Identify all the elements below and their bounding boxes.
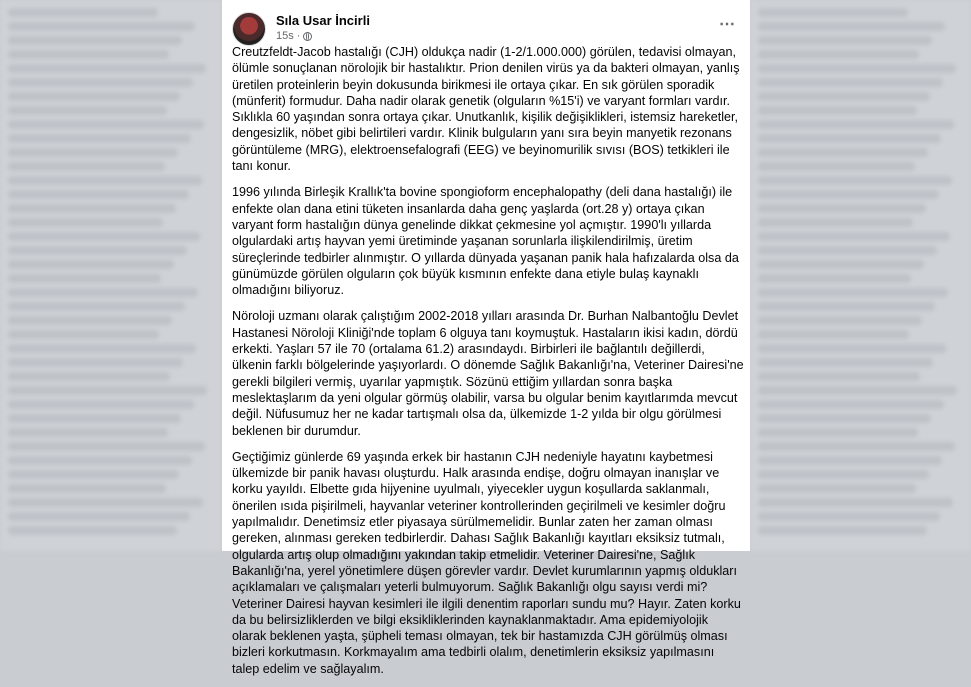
blurred-text-line xyxy=(758,344,946,353)
blurred-text-line xyxy=(8,8,158,17)
blurred-text-line xyxy=(8,246,187,255)
blurred-text-line xyxy=(758,162,915,171)
blurred-text-line xyxy=(758,134,941,143)
blurred-text-line xyxy=(8,414,181,423)
avatar[interactable] xyxy=(232,12,266,46)
post-paragraph: Creutzfeldt-Jacob hastalığı (CJH) oldukça nadir (1-2/1.000.000) görülen, tedavisi olmayan, ölümle sonuçlanan nörolojik bir hastalıktır. Prion denilen virüs ya da bakteri olmayan, yanlış üretilen proteinlerin beyin dokusunda birikmesi ile ortaya çıkar. En sık görülen sporadik (münferit) formudur. Daha nadir olarak genetik (olguların %15'i) ve varyant formları vardır. Sıklıkla 60 yaşından sonra ortaya çıkar. Unutkanlık, kişilik değişiklikleri, istemsiz hareketler, dengesizlik, nöbet gibi belirtileri vardır. Klinik bulguların yanı sıra beyin manyetik rezonans görüntüleme (MRG), elektroensefalografi (EEG) ve beyinomurilik sıvısı (BOS) tetkikleri ile tanı konur. xyxy=(232,45,740,174)
facebook-post-card xyxy=(222,0,750,676)
blurred-text-line xyxy=(8,316,172,325)
blurred-text-line xyxy=(8,428,168,437)
blurred-text-line xyxy=(8,134,191,143)
blurred-text-line xyxy=(758,190,939,199)
blurred-text-line xyxy=(758,470,929,479)
blurred-text-line xyxy=(8,162,165,171)
post-time[interactable]: 15s xyxy=(276,30,294,42)
blurred-text-line xyxy=(758,106,917,115)
globe-icon xyxy=(303,32,312,41)
blurred-text-line xyxy=(758,512,940,521)
blurred-text-line xyxy=(8,400,194,409)
blurred-text-line xyxy=(8,22,195,31)
blurred-text-line xyxy=(8,36,182,45)
blurred-text-line xyxy=(8,204,176,213)
blurred-text-line xyxy=(758,78,943,87)
blurred-text-line xyxy=(758,148,928,157)
blurred-text-line xyxy=(758,316,922,325)
blurred-text-line xyxy=(758,358,933,367)
blurred-text-line xyxy=(8,260,174,269)
blurred-text-line xyxy=(8,50,169,59)
blurred-text-line xyxy=(758,120,954,129)
blurred-text-line xyxy=(8,190,189,199)
blurred-text-line xyxy=(8,470,179,479)
blurred-text-line xyxy=(8,526,177,535)
author-name[interactable]: Sıla Usar İncirli xyxy=(276,13,370,28)
blurred-text-line xyxy=(8,232,200,241)
post-paragraph: 1996 yılında Birleşik Krallık'ta bovine spongioform encephalopathy (deli dana hastalığı) ile enfekte olan dana etini tüketen insanlarda daha genç yaşlarda (ort.28 y) ortaya çıkan varyant form hastalığın dünya genelinde dikkat çekmesine yol açmıştır. 1990'lı yıllarda olgulardaki artış hayvan yemi üretiminde yaşanan sorunlarla ilişkilendirilmiş, üretim süreçlerinde tedbirler alınmıştır. O yıllarda dünyada yaşanan panik hala hafızalarda olsa da günümüzde görülen olguların çok büyük kısmının enfekte dana etiyle bulaş kaynaklı olmadığını biliyoruz. xyxy=(232,185,739,298)
blurred-text-line xyxy=(758,302,935,311)
blurred-text-line xyxy=(758,526,927,535)
post-header xyxy=(232,12,740,46)
blurred-text-line xyxy=(758,372,920,381)
blurred-text-line xyxy=(758,400,944,409)
blurred-text-line xyxy=(758,92,930,101)
post-paragraph: Nöroloji uzmanı olarak çalıştığım 2002-2018 yılları arasında Dr. Burhan Nalbantoğlu Devlet Hastanesi Nöroloji Kliniği'nde toplam 6 olguya tanı koymuştuk. Hastaların ikisi kadın, dördü erkekti. Yaşları 57 ile 70 (ortalama 61.2) arasındaydı. Birbirleri ile bağlantılı değillerdi, ülkenin farklı bölgelerinde yaşıyorlardı. O dönemde Sağlık Bakanlığı'na, Veteriner Dairesi'ne gerekli bilgileri vermiş, uyarılar yapmıştık. Sözünü ettiğim yıllardan sonra başka meslektaşlarım da yeni olgular görmüş olabilir, varsa bu olgular benim kayıtlarımda mevcut değil. Nüfusumuz her ne kadar tartışmalı olsa da, ülkemizde 1-2 yılda bir olgu görülmesi beklenen bir durumdur. xyxy=(232,309,744,438)
blurred-text-line xyxy=(8,78,193,87)
blurred-text-line xyxy=(758,498,953,507)
blurred-text-line xyxy=(8,512,190,521)
blurred-text-line xyxy=(758,204,926,213)
blurred-background-left xyxy=(0,0,222,551)
blurred-text-line xyxy=(8,288,198,297)
blurred-text-line xyxy=(8,442,205,451)
blurred-text-line xyxy=(758,484,916,493)
blurred-text-line xyxy=(758,456,942,465)
more-options-icon[interactable]: ⋯ xyxy=(719,16,736,33)
blurred-text-line xyxy=(758,260,924,269)
blurred-text-line xyxy=(8,218,163,227)
blurred-text-line xyxy=(8,372,170,381)
blurred-text-line xyxy=(8,456,192,465)
blurred-text-line xyxy=(758,8,908,17)
blurred-text-line xyxy=(8,274,161,283)
blurred-text-line xyxy=(8,92,180,101)
post-body xyxy=(232,44,744,687)
blurred-text-line xyxy=(758,36,932,45)
blurred-text-line xyxy=(8,358,183,367)
blurred-text-line xyxy=(8,498,203,507)
blurred-text-line xyxy=(8,330,159,339)
blurred-text-line xyxy=(8,176,202,185)
blurred-text-line xyxy=(8,120,204,129)
blurred-text-line xyxy=(8,302,185,311)
blurred-text-line xyxy=(758,64,956,73)
post-paragraph: Geçtiğimiz günlerde 69 yaşında erkek bir hastanın CJH nedeniyle hayatını kaybetmesi ülkemizde bir panik havası oluşturdu. Halk arasında endişe, doğru olmayan inanışlar ve korku yayıldı. Elbette gıda hijyenine uyulmalı, yiyecekler uygun koşullarda saklanmalı, önerilen ısıda pişirilmeli, hayvanlar veteriner kontrollerinden geçirilmeli ve kesimler doğru yapılmalıdır. Denetimsiz etler piyasaya sürülmemelidir. Bunlar zaten her zaman olması gereken, alınması gereken tedbirlerdir. Dahası Sağlık Bakanlığı kayıtları eksiksiz tutmalı, olgularda artış olup olmadığını yakından takip etmelidir. Veteriner Dairesi'ne, Sağlık Bakanlığı'na, yerel yönetimlere düşen görevler vardır. Devlet kurumlarının yapmış oldukları açıklamaları ve çalışmaları yeterli bulmuyorum. Sağlık Bakanlığı olgu sayısı verdi mi? Veteriner Dairesi hayvan kesimleri ile ilgili denentim raporları sundu mu? Hayır. Zaten korku da bu belirsizliklerden ve bilgi eksikliklerinden kaynaklanmaktadır. Ama epidemiyolojik olarak beklenen yaşta, şüpheli teması olmayan, tek bir hastamızda CJH görülmüş olması bizleri korkutmasın. Korkmayalım ama tedbirli olalım, denetimlerin eksiksiz yapılmasını talep edelim ve sağlayalım. xyxy=(232,449,741,676)
blurred-text-line xyxy=(758,386,957,395)
blurred-text-line xyxy=(8,344,196,353)
blurred-text-line xyxy=(758,246,937,255)
blurred-text-line xyxy=(8,64,206,73)
blurred-text-line xyxy=(758,442,955,451)
blurred-text-line xyxy=(758,22,945,31)
blurred-text-line xyxy=(8,106,167,115)
blurred-text-line xyxy=(758,414,931,423)
blurred-text-line xyxy=(758,232,950,241)
blurred-text-line xyxy=(8,148,178,157)
blurred-text-line xyxy=(758,288,948,297)
blurred-text-line xyxy=(758,218,913,227)
blurred-text-line xyxy=(758,428,918,437)
blurred-text-line xyxy=(8,386,207,395)
blurred-background-right xyxy=(750,0,971,551)
blurred-text-line xyxy=(8,484,166,493)
post-meta: 15s · xyxy=(276,30,312,42)
blurred-text-line xyxy=(758,330,909,339)
blurred-text-line xyxy=(758,50,919,59)
blurred-text-line xyxy=(758,274,911,283)
blurred-text-line xyxy=(758,176,952,185)
